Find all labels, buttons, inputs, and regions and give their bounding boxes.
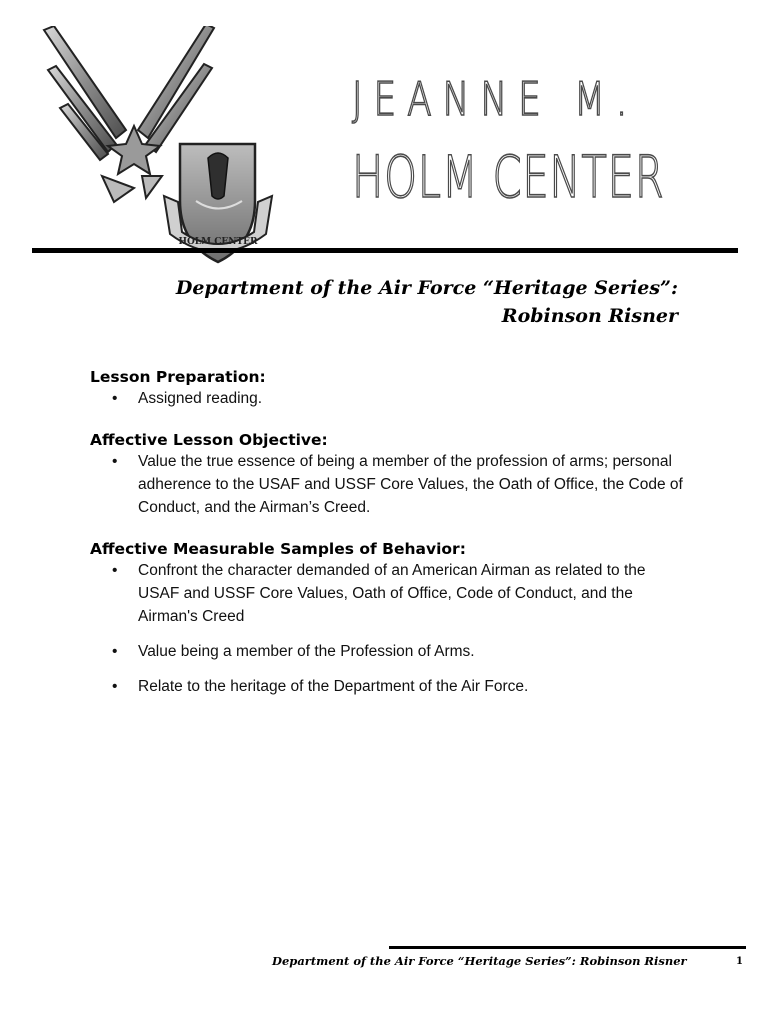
bullet-icon: • (112, 562, 118, 579)
bullet-icon: • (112, 390, 118, 407)
bullet-icon: • (112, 643, 118, 660)
bullet-list (90, 450, 690, 519)
list-item (90, 559, 690, 628)
brand-line-2: HOLM CENTER (352, 143, 665, 211)
list-item (90, 387, 690, 410)
footer-divider (389, 946, 746, 949)
footer-title: Department of the Air Force “Heritage Series”: Robinson Risner (272, 954, 687, 968)
section-heading: Lesson Preparation: (90, 368, 266, 386)
section-lesson-preparation (90, 367, 690, 410)
list-item (90, 450, 690, 519)
bullet-list (90, 559, 690, 698)
holm-center-shield (164, 144, 272, 262)
document-title-line-2: Robinson Risner (501, 305, 678, 327)
section-affective-objective (90, 430, 690, 519)
bullet-icon: • (112, 453, 118, 470)
list-item (90, 675, 690, 698)
badge-text: HOLM CENTER (178, 237, 258, 247)
list-item-text: Relate to the heritage of the Department of the Air Force. (138, 678, 529, 695)
section-heading: Affective Measurable Samples of Behavior: (90, 540, 466, 558)
bullet-icon: • (112, 678, 118, 695)
page-number: 1 (736, 956, 743, 967)
list-item-text: Confront the character demanded of an American Airman as related to the USAF and USSF Core Values, Oath of Office, Code of Conduct, and the Airman's Creed (138, 562, 646, 625)
list-item-text: Value being a member of the Profession of Arms. (138, 643, 475, 660)
lesson-content (90, 367, 690, 718)
header-divider (32, 248, 738, 253)
list-item-text: Value the true essence of being a member of the profession of arms; personal adherence to the USAF and USSF Core Values, the Oath of Office, the Code of Conduct, and the Airman’s Creed. (138, 453, 683, 516)
bullet-list (90, 387, 690, 410)
brand-line-1: JEANNE M. (352, 72, 639, 126)
list-item (90, 640, 690, 663)
list-item-text: Assigned reading. (138, 390, 263, 407)
document-title-line-1: Department of the Air Force “Heritage Series”: (175, 277, 678, 299)
section-heading: Affective Lesson Objective: (90, 431, 328, 449)
section-measurable-samples (90, 539, 690, 698)
holm-center-logo (30, 26, 280, 272)
